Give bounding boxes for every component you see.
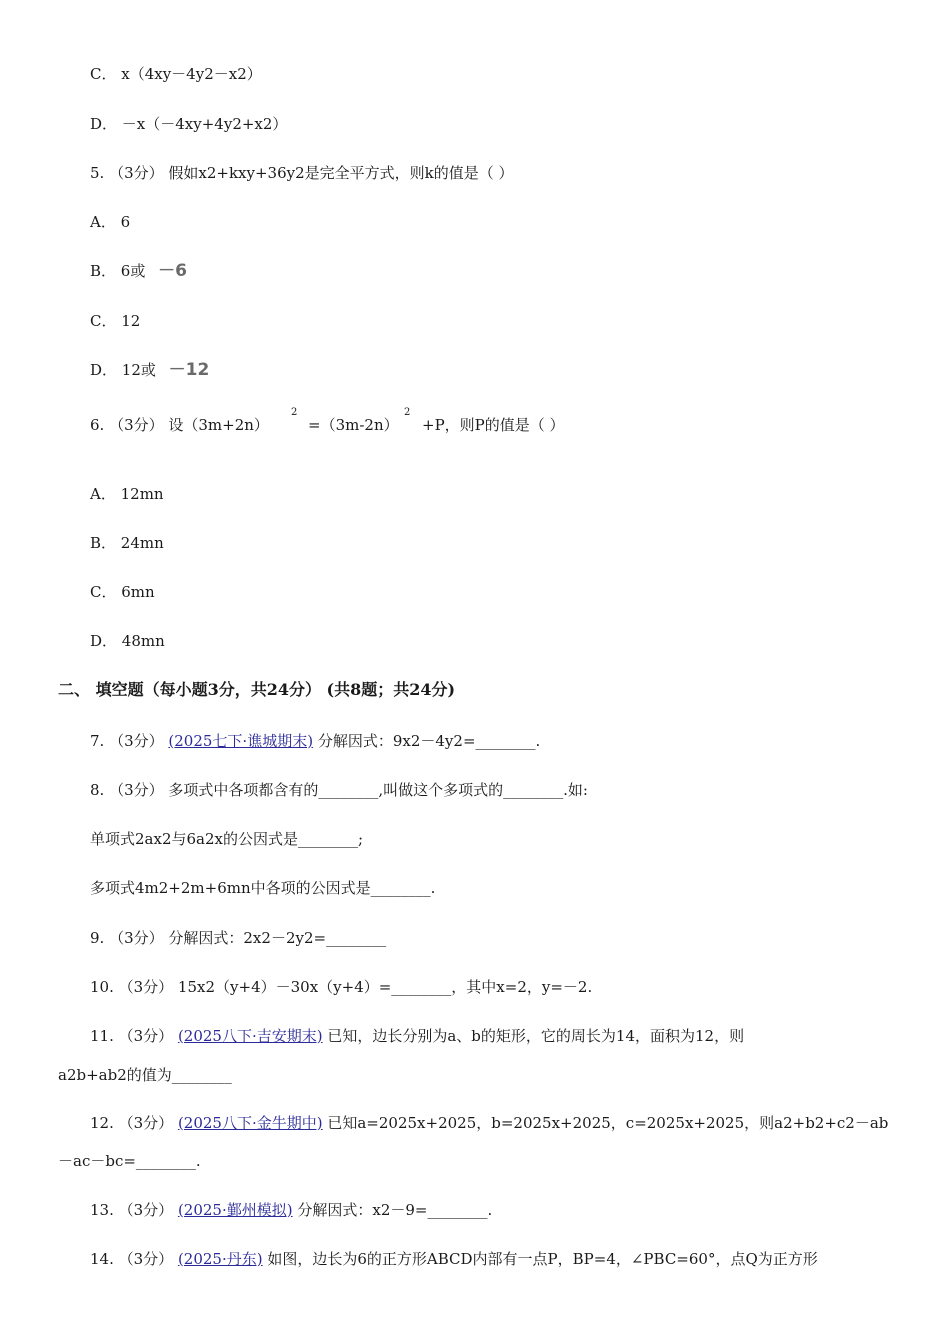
q12-source-link[interactable]: (2025八下·金牛期中) xyxy=(177,1114,323,1132)
q6-stem-b: =（3m-2n） xyxy=(308,416,399,434)
q7-text: 分解因式：9x2－4y2=________. xyxy=(313,732,541,750)
q12 xyxy=(90,1113,888,1133)
q11-source-link[interactable]: (2025八下·吉安期末) xyxy=(177,1027,323,1045)
q11-number: 11. （3分） xyxy=(90,1027,178,1045)
q9: 9. （3分） 分解因式：2x2－2y2=________ xyxy=(90,929,387,947)
q6-option-b: B． 24mn xyxy=(90,534,164,552)
q8-line-3: 多项式4m2+2m+6mn中各项的公因式是________. xyxy=(90,879,436,897)
q7-number: 7. （3分） xyxy=(90,732,169,750)
q6-option-a: A． 12mn xyxy=(90,485,164,503)
q8-line-1: 8. （3分） 多项式中各项都含有的________,叫做这个多项式的________.如: xyxy=(90,781,588,799)
q14 xyxy=(90,1249,818,1269)
q5-option-d-text: D． 12或 xyxy=(90,361,156,379)
q5-option-b-text: B． 6或 xyxy=(90,262,146,280)
q5-option-d xyxy=(90,360,209,380)
q11-line-2: a2b+ab2的值为________ xyxy=(58,1066,232,1084)
q11 xyxy=(90,1026,744,1046)
q12-number: 12. （3分） xyxy=(90,1114,178,1132)
q11-text: 已知，边长分别为a、b的矩形，它的周长为14，面积为12，则 xyxy=(322,1027,745,1045)
q6-stem-c: +P，则P的值是（ ） xyxy=(422,416,565,434)
q13-text: 分解因式：x2－9=________. xyxy=(292,1201,493,1219)
q10: 10. （3分） 15x2（y+4）－30x（y+4）=________，其中x=2，y=－2. xyxy=(90,978,593,996)
section-2-title: 二、 填空题（每小题3分，共24分） (共8题；共24分) xyxy=(58,680,456,699)
q5-option-c: C． 12 xyxy=(90,312,141,330)
q6-option-c: C． 6mn xyxy=(90,583,155,601)
q7 xyxy=(90,731,540,751)
q4-option-c: C． x（4xy－4y2－x2） xyxy=(90,65,262,83)
q5-option-a: A． 6 xyxy=(90,213,131,231)
q12-line-2: －ac－bc=________. xyxy=(58,1152,201,1170)
q5-option-d-formula: －12 xyxy=(168,360,210,380)
q14-source-link[interactable]: (2025·丹东) xyxy=(177,1250,263,1268)
q12-text: 已知a=2025x+2025，b=2025x+2025，c=2025x+2025，则a2+b2+c2－ab xyxy=(322,1114,889,1132)
q13-number: 13. （3分） xyxy=(90,1201,178,1219)
q4-option-d: D． －x（－4xy+4y2+x2） xyxy=(90,115,288,133)
q13-source-link[interactable]: (2025·鄞州模拟) xyxy=(177,1201,293,1219)
q6-option-d: D． 48mn xyxy=(90,632,165,650)
q6-stem-a: 6. （3分） 设（3m+2n） xyxy=(90,416,269,434)
q5-stem: 5. （3分） 假如x2+kxy+36y2是完全平方式，则k的值是（ ） xyxy=(90,164,514,182)
q14-number: 14. （3分） xyxy=(90,1250,178,1268)
q14-text: 如图，边长为6的正方形ABCD内部有一点P，BP=4，∠PBC=60°，点Q为正方形 xyxy=(262,1250,818,1268)
q7-source-link[interactable]: (2025七下·谯城期末) xyxy=(168,732,314,750)
q5-option-b xyxy=(90,261,187,281)
q5-option-b-formula: －6 xyxy=(158,261,187,281)
q8-line-2: 单项式2ax2与6a2x的公因式是________; xyxy=(90,830,364,848)
q13 xyxy=(90,1200,492,1220)
q6-exponent-2: 2 xyxy=(404,407,411,418)
q6-exponent-1: 2 xyxy=(291,407,298,418)
